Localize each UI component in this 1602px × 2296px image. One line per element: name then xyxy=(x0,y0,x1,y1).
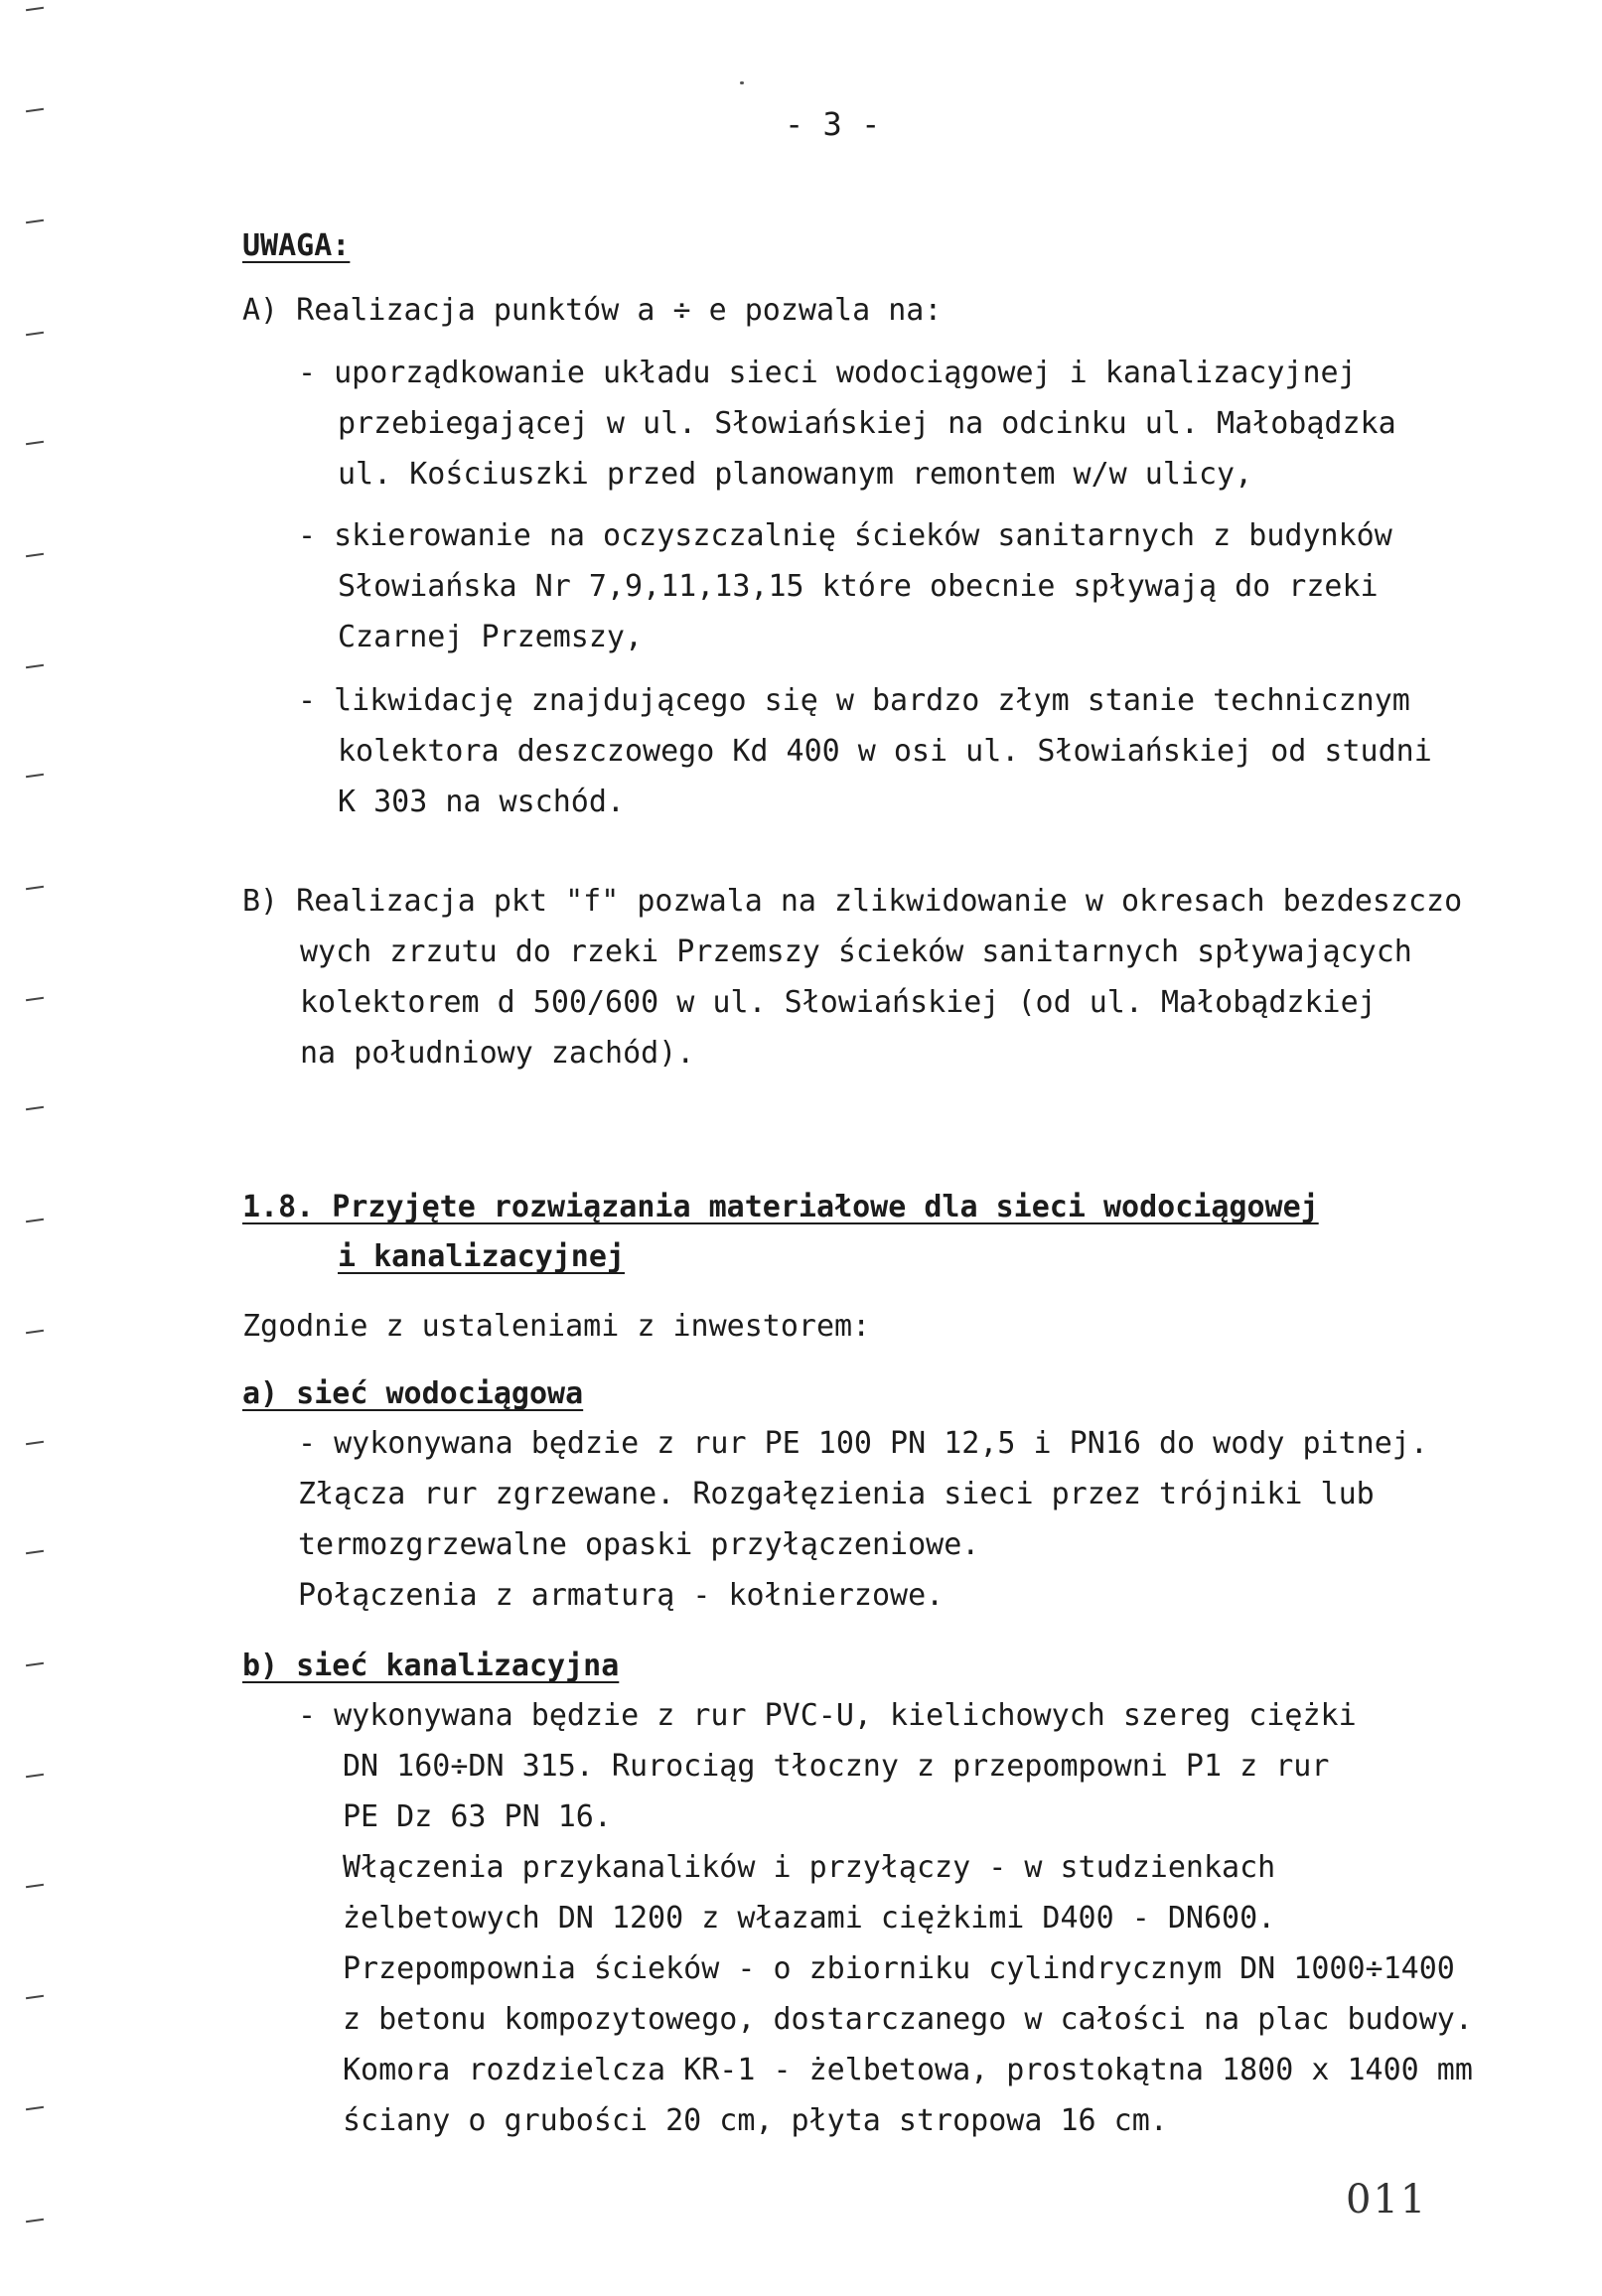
text-line: DN 160÷DN 315. Rurociąg tłoczny z przepompowni P1 z rur xyxy=(343,1749,1330,1784)
page-reference-number: 011 xyxy=(1346,2177,1428,2223)
text-line: Złącza rur zgrzewane. Rozgałęzienia sieci przez trójniki lub xyxy=(298,1477,1375,1511)
text-line: - wykonywana będzie z rur PE 100 PN 12,5 i PN16 do wody pitnej. xyxy=(298,1426,1428,1461)
text-line: na południowy zachód). xyxy=(300,1036,695,1071)
text-line: wych zrzutu do rzeki Przemszy ścieków sanitarnych spływających xyxy=(300,934,1412,969)
text-line: - wykonywana będzie z rur PVC-U, kielichowych szereg ciężki xyxy=(298,1698,1357,1733)
text-line: ściany o grubości 20 cm, płyta stropowa 16 cm. xyxy=(343,2103,1168,2138)
text-line: Czarnej Przemszy, xyxy=(338,620,644,654)
text-line: ul. Kościuszki przed planowanym remontem w/w ulicy, xyxy=(338,457,1253,492)
page-number: - 3 - xyxy=(785,105,881,143)
uwaga-heading: UWAGA: xyxy=(242,228,351,263)
text-line: kolektora deszczowego Kd 400 w osi ul. Słowiańskiej od studni xyxy=(338,734,1432,769)
section-1-8-heading-line-1: 1.8. Przyjęte rozwiązania materiałowe dla sieci wodociągowej xyxy=(242,1190,1319,1224)
text-line: żelbetowych DN 1200 z włazami ciężkimi D400 - DN600. xyxy=(343,1901,1276,1936)
text-line: - skierowanie na oczyszczalnię ścieków sanitarnych z budynków xyxy=(298,518,1392,553)
text-line: - likwidację znajdującego się w bardzo złym stanie technicznym xyxy=(298,683,1410,718)
sewer-network-description xyxy=(298,1690,1473,2146)
section-1-8-heading-line-2: i kanalizacyjnej xyxy=(338,1239,625,1274)
water-network-description xyxy=(298,1418,1428,1621)
section-1-8-intro: Zgodnie z ustaleniami z inwestorem: xyxy=(242,1309,871,1344)
paper-speck xyxy=(740,81,744,84)
text-line: Słowiańska Nr 7,9,11,13,15 które obecnie spływają do rzeki xyxy=(338,569,1379,604)
uwaga-a-item-2 xyxy=(298,510,1392,662)
text-line: przebiegającej w ul. Słowiańskiej na odcinku ul. Małobądzka xyxy=(338,406,1396,441)
text-line: - uporządkowanie układu sieci wodociągowej i kanalizacyjnej xyxy=(298,356,1357,390)
uwaga-a-item-1 xyxy=(298,348,1396,500)
sewer-network-heading: b) sieć kanalizacyjna xyxy=(242,1649,620,1683)
text-line: Połączenia z armaturą - kołnierzowe. xyxy=(298,1578,945,1613)
text-line: z betonu kompozytowego, dostarczanego w całości na plac budowy. xyxy=(343,2002,1473,2037)
text-line: K 303 na wschód. xyxy=(338,785,625,819)
text-line: Komora rozdzielcza KR-1 - żelbetowa, prostokątna 1800 x 1400 mm xyxy=(343,2053,1473,2087)
text-line: Włączenia przykanalików i przyłączy - w studzienkach xyxy=(343,1850,1276,1885)
text-line: PE Dz 63 PN 16. xyxy=(343,1799,612,1834)
water-network-heading: a) sieć wodociągowa xyxy=(242,1376,584,1411)
text-line: B) Realizacja pkt "f" pozwala na zlikwidowanie w okresach bezdeszczo xyxy=(242,884,1463,919)
punch-margin-marks xyxy=(18,0,48,2296)
uwaga-a-intro: A) Realizacja punktów a ÷ e pozwala na: xyxy=(242,293,943,328)
text-line: kolektorem d 500/600 w ul. Słowiańskiej (od ul. Małobądzkiej xyxy=(300,985,1377,1020)
text-line: termozgrzewalne opaski przyłączeniowe. xyxy=(298,1527,980,1562)
text-line: Przepompownia ścieków - o zbiorniku cylindrycznym DN 1000÷1400 xyxy=(343,1951,1455,1986)
uwaga-b-paragraph xyxy=(242,876,1462,1078)
uwaga-a-item-3 xyxy=(298,675,1432,827)
